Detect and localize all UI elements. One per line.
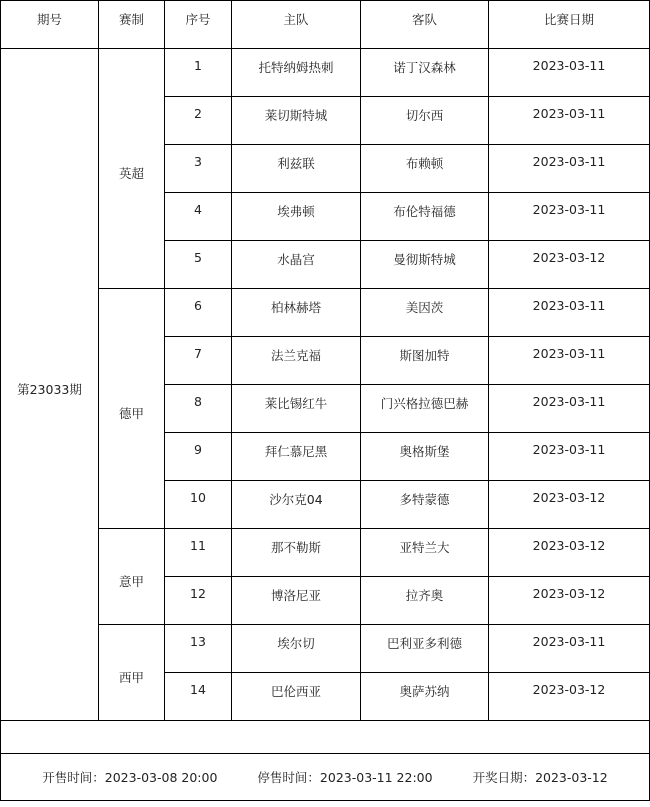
home-team-cell: 博洛尼亚 bbox=[232, 577, 361, 625]
sale-open-time: 开售时间：2023-03-08 20:00 bbox=[42, 770, 218, 785]
sale-info-line bbox=[1, 768, 649, 786]
table-row bbox=[1, 49, 650, 97]
home-team-cell: 利兹联 bbox=[232, 145, 361, 193]
away-team-cell: 巴利亚多利德 bbox=[361, 625, 489, 673]
match-date-cell: 2023-03-12 bbox=[489, 241, 650, 289]
match-date-cell: 2023-03-11 bbox=[489, 385, 650, 433]
match-date-cell: 2023-03-12 bbox=[489, 481, 650, 529]
index-cell: 1 bbox=[165, 49, 232, 97]
away-team-cell: 诺丁汉森林 bbox=[361, 49, 489, 97]
match-date-cell: 2023-03-11 bbox=[489, 97, 650, 145]
index-cell: 12 bbox=[165, 577, 232, 625]
home-team-cell: 沙尔克04 bbox=[232, 481, 361, 529]
away-team-cell: 曼彻斯特城 bbox=[361, 241, 489, 289]
index-cell: 9 bbox=[165, 433, 232, 481]
table-row bbox=[1, 529, 650, 577]
away-team-cell: 亚特兰大 bbox=[361, 529, 489, 577]
index-cell: 3 bbox=[165, 145, 232, 193]
away-team-cell: 多特蒙德 bbox=[361, 481, 489, 529]
index-cell: 11 bbox=[165, 529, 232, 577]
footer-cell bbox=[1, 754, 650, 801]
away-team-cell: 斯图加特 bbox=[361, 337, 489, 385]
header-row bbox=[1, 1, 650, 49]
draw-date: 开奖日期：2023-03-12 bbox=[472, 770, 608, 785]
table-row bbox=[1, 289, 650, 337]
home-team-cell: 那不勒斯 bbox=[232, 529, 361, 577]
away-team-cell: 奥萨苏纳 bbox=[361, 673, 489, 721]
home-team-cell: 莱切斯特城 bbox=[232, 97, 361, 145]
league-cell: 意甲 bbox=[99, 529, 165, 625]
home-team-cell: 柏林赫塔 bbox=[232, 289, 361, 337]
league-cell: 英超 bbox=[99, 49, 165, 289]
header-index: 序号 bbox=[165, 1, 232, 49]
league-cell: 德甲 bbox=[99, 289, 165, 529]
league-cell: 西甲 bbox=[99, 625, 165, 721]
sale-close-time: 停售时间：2023-03-11 22:00 bbox=[257, 770, 433, 785]
index-cell: 5 bbox=[165, 241, 232, 289]
away-team-cell: 门兴格拉德巴赫 bbox=[361, 385, 489, 433]
away-team-cell: 切尔西 bbox=[361, 97, 489, 145]
away-team-cell: 奥格斯堡 bbox=[361, 433, 489, 481]
index-cell: 10 bbox=[165, 481, 232, 529]
home-team-cell: 法兰克福 bbox=[232, 337, 361, 385]
home-team-cell: 莱比锡红牛 bbox=[232, 385, 361, 433]
away-team-cell: 拉齐奥 bbox=[361, 577, 489, 625]
home-team-cell: 巴伦西亚 bbox=[232, 673, 361, 721]
home-team-cell: 拜仁慕尼黑 bbox=[232, 433, 361, 481]
home-team-cell: 埃尔切 bbox=[232, 625, 361, 673]
table-row bbox=[1, 625, 650, 673]
match-date-cell: 2023-03-11 bbox=[489, 145, 650, 193]
blank-cell bbox=[1, 721, 650, 754]
home-team-cell: 埃弗顿 bbox=[232, 193, 361, 241]
match-date-cell: 2023-03-11 bbox=[489, 625, 650, 673]
blank-row bbox=[1, 721, 650, 754]
match-date-cell: 2023-03-11 bbox=[489, 433, 650, 481]
index-cell: 8 bbox=[165, 385, 232, 433]
header-away: 客队 bbox=[361, 1, 489, 49]
header-date: 比赛日期 bbox=[489, 1, 650, 49]
away-team-cell: 布赖顿 bbox=[361, 145, 489, 193]
match-date-cell: 2023-03-11 bbox=[489, 337, 650, 385]
period-cell: 第23033期 bbox=[1, 49, 99, 721]
match-date-cell: 2023-03-11 bbox=[489, 289, 650, 337]
index-cell: 4 bbox=[165, 193, 232, 241]
match-date-cell: 2023-03-11 bbox=[489, 49, 650, 97]
match-date-cell: 2023-03-12 bbox=[489, 577, 650, 625]
index-cell: 13 bbox=[165, 625, 232, 673]
index-cell: 7 bbox=[165, 337, 232, 385]
home-team-cell: 托特纳姆热刺 bbox=[232, 49, 361, 97]
footer-row bbox=[1, 754, 650, 801]
away-team-cell: 布伦特福德 bbox=[361, 193, 489, 241]
index-cell: 6 bbox=[165, 289, 232, 337]
header-league: 赛制 bbox=[99, 1, 165, 49]
index-cell: 2 bbox=[165, 97, 232, 145]
away-team-cell: 美因茨 bbox=[361, 289, 489, 337]
home-team-cell: 水晶宫 bbox=[232, 241, 361, 289]
match-date-cell: 2023-03-12 bbox=[489, 529, 650, 577]
index-cell: 14 bbox=[165, 673, 232, 721]
match-date-cell: 2023-03-11 bbox=[489, 193, 650, 241]
match-date-cell: 2023-03-12 bbox=[489, 673, 650, 721]
header-home: 主队 bbox=[232, 1, 361, 49]
header-period: 期号 bbox=[1, 1, 99, 49]
